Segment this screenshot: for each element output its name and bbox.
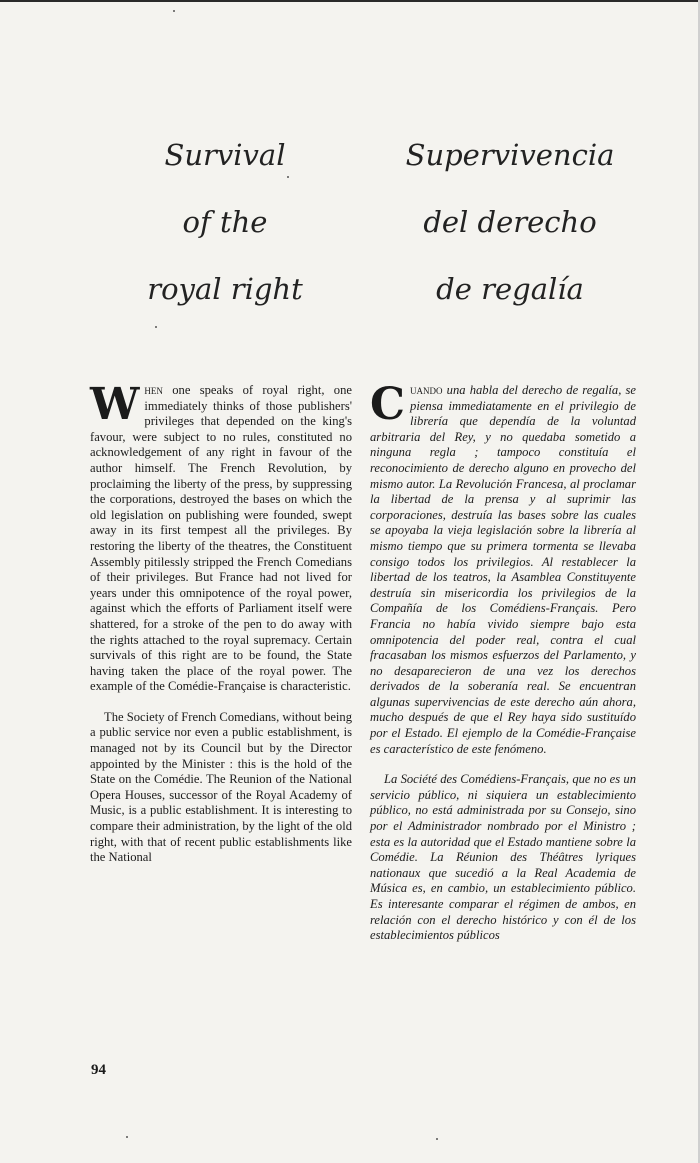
print-speck — [436, 1138, 438, 1140]
spanish-paragraph-1 — [370, 379, 636, 757]
spanish-drop-cap: C — [370, 379, 406, 430]
english-column — [90, 379, 352, 866]
title-spanish — [380, 122, 640, 323]
english-drop-cap: W — [90, 379, 140, 430]
title-spanish-line-1: Supervivencia — [405, 138, 615, 172]
print-speck — [126, 1136, 128, 1138]
print-speck — [287, 176, 289, 178]
title-spanish-line-3: de regalía — [436, 272, 584, 306]
title-english-line-1: Survival — [164, 138, 286, 172]
spanish-lead-word: uando — [410, 383, 443, 397]
spanish-column — [370, 379, 636, 944]
title-english-line-3: royal right — [147, 272, 303, 306]
spanish-paragraph-2: La Société des Comédiens-Français, que no es un servicio público, ni siquiera un establecimiento público, no está administrada por su Consejo, sino por el Administrador nombrado por el Ministro ; esta es la autoridad que el Estado mantiene sobre la Comédie. La Réunion des Théâtres lyriques nationaux que sucedió a la Real Academia de Música es, en cambio, un establecimiento público. Es interesante comparar el régimen de ambos, en relación con el derecho histórico y con él de los establecimientos públicos — [370, 772, 636, 943]
english-lead-word: hen — [144, 383, 163, 397]
title-english-line-2: of the — [182, 205, 268, 239]
title-english — [95, 122, 355, 323]
spanish-paragraph-1-text: una habla del derecho de regalía, se piensa immediatamente en el privilegio de librería que dependía de la voluntad arbitraria del Rey, y no quedaba sometido a ninguna regla ; tampoco constituía el reconocimiento de derecho alguno en provecho del mismo autor. La Revolución Francesa, al proclamar la libertad de la prensa y al suprimir las corporaciones, destruía las bases sobre las cuales se apoyaba la vieja legislación sobre la librería al mismo tiempo que su primera tormenta se llevaba consigo todos los privilegios. Al restablecer la libertad de los teatros, la Asamblea Constituyente destruía sin misericordia los privilegios de la Compañía de los Comédiens-Français. Pero Francia no había vivido siempre bajo esta omnipotencia del poder real, contra el cual fracasaban los mismos esfuerzos del Parlamento, y no desaparecieron de una vez los derechos derivados de la soberanía real. Se encuentran algunas supervivencias de este derecho aún ahora, mucho después de que el Rey haya sido sustituído por el Estado. El ejemplo de la Comédie-Française es característico de este fenómeno. — [370, 383, 636, 756]
english-paragraph-1-text: one speaks of royal right, one immediately thinks of those publishers' privileges that depended on the king's favour, were subject to no rules, constituted no acknowledgement of any right in favour of the author himself. The French Revolution, by proclaiming the liberty of the press, by suppressing the corporations, destroyed the bases on which the old legislation on publishing were founded, swept away in its first tempest all the privileges. By restoring the liberty of the theatres, the Constituent Assembly pitilessly stripped the French Comedians of their privileges. But France had not lived for years under this omnipotence of the royal power, against which the efforts of Parliament itself were shattered, for a stroke of the pen to do away with the rights attached to the royal supremacy. Certain survivals of this right are to be found, the State having taken the place of the royal power. The example of the Comédie-Française is characteristic. — [90, 383, 352, 694]
print-speck — [173, 10, 175, 12]
english-paragraph-2: The Society of French Comedians, without being a public service nor even a public establishment, is managed not by its Council but by the Director appointed by the Minister : this is the hold of the State on the Comédie. The Reunion of the National Opera Houses, successor of the Royal Academy of Music, is a public establishment. It is interesting to compare their administration, by the light of the old right, with that of recent public establishments like the National — [90, 709, 352, 865]
title-spanish-line-2: del derecho — [423, 205, 597, 239]
top-border-line — [0, 0, 700, 2]
page-number: 94 — [91, 1062, 106, 1078]
english-paragraph-1 — [90, 379, 352, 695]
print-speck — [155, 326, 157, 328]
